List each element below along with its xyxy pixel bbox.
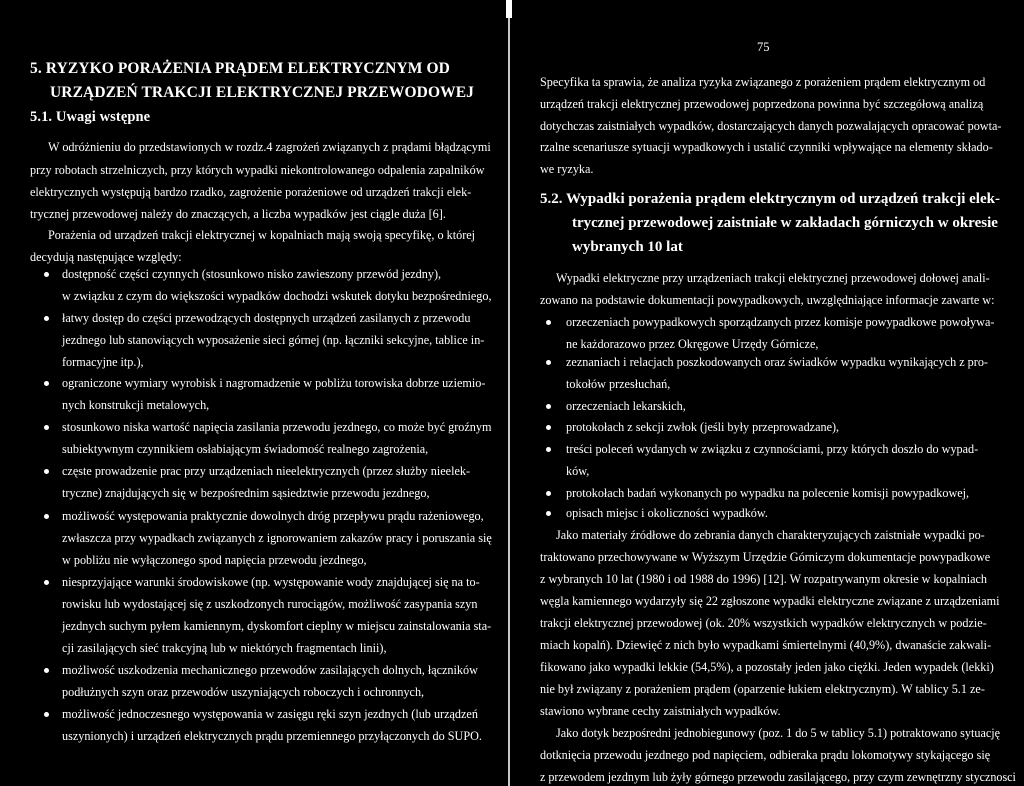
list-item: formacyjne itp.),: [62, 355, 144, 369]
section-heading-line-2: trycznej przewodowej zaistniałe w zakładach górniczych w okresie: [572, 215, 998, 231]
list-item: orzeczeniach powypadkowych sporządzanych przez komisje powypadkowe powoływa-: [566, 315, 995, 329]
list-item: cji zasilających sieć trakcyjną lub w niektórych fragmentach linii),: [62, 641, 387, 655]
list-item: treści poleceń wydanych w związku z czynnościami, przy których doszło do wypad-: [566, 442, 979, 456]
section-heading-line-1: 5.2. Wypadki porażenia prądem elektrycznym od urządzeń trakcji elek-: [540, 191, 1000, 207]
paragraph-line: nie był związany z porażeniem prądem (oparzenie łukiem elektrycznym). W tablicy 5.1 ze-: [540, 682, 985, 696]
list-item: opisach miejsc i okoliczności wypadków.: [566, 506, 768, 520]
list-item: podłużnych szyn oraz przewodów uszyniających roboczych i ochronnych,: [62, 685, 425, 699]
paragraph-line: trakcji elektrycznej przewodowej (ok. 20% wszystkich wypadków elektrycznych w podzie-: [540, 616, 987, 630]
bullet-icon: [44, 580, 49, 585]
paragraph-line: węgla kamiennego wydarzyły się 22 zgłoszone wypadki elektryczne związane z urządzeniami: [540, 594, 1000, 608]
list-item: nych konstrukcji metalowych,: [62, 398, 210, 412]
list-item: w związku z czym do większości wypadków dochodzi wskutek dotyku bezpośredniego,: [62, 289, 492, 303]
section-heading-line-3: wybranych 10 lat: [572, 239, 683, 255]
list-item: stosunkowo niska wartość napięcia zasilania przewodu jezdnego, co może być groźnym: [62, 420, 492, 434]
paragraph-line: fikowano jako wypadki lekkie (54,5%), a pozostały jeden jako ciężki. Jeden wypadek (lekki): [540, 660, 994, 674]
paragraph-line: miach kopalń). Dziewięć z nich było wypadkami śmiertelnymi (40,9%), dwanaście zakwali-: [540, 638, 992, 652]
bullet-icon: [546, 491, 551, 496]
paragraph-line: W odróżnieniu do przedstawionych w rozdz.4 zagrożeń związanych z prądami błądzącymi: [48, 140, 491, 154]
chapter-heading-line-1: 5. RYZYKO PORAŻENIA PRĄDEM ELEKTRYCZNYM OD: [30, 60, 450, 77]
list-item: możliwość występowania praktycznie dowolnych dróg przepływu prądu rażeniowego,: [62, 509, 484, 523]
bullet-icon: [546, 511, 551, 516]
bullet-icon: [546, 360, 551, 365]
bullet-icon: [44, 316, 49, 321]
page-number: 75: [757, 40, 770, 54]
chapter-heading-line-2: URZĄDZEŃ TRAKCJI ELEKTRYCZNEJ PRZEWODOWEJ: [50, 84, 474, 101]
list-item: subiektywnym czynnikiem osłabiającym świadomość realnego zagrożenia,: [62, 442, 429, 456]
paragraph-line: stawiono wybrane cechy zaistniałych wypadków.: [540, 704, 781, 718]
list-item: rowisku lub wydostającej się z uszkodzonych rurociągów, możliwość zasypania szyn: [62, 597, 478, 611]
paragraph-line: Specyfika ta sprawia, że analiza ryzyka związanego z porażeniem prądem elektrycznym od: [540, 75, 986, 89]
bullet-icon: [546, 404, 551, 409]
bullet-icon: [546, 447, 551, 452]
list-item: możliwość uszkodzenia mechanicznego przewodów zasilających dolnych, łączników: [62, 663, 478, 677]
list-item: możliwość jednoczesnego występowania w zasięgu ręki szyn jezdnych (lub urządzeń: [62, 707, 478, 721]
section-heading: 5.1. Uwagi wstępne: [30, 109, 151, 125]
list-item: protokołach z sekcji zwłok (jeśli były przeprowadzane),: [566, 420, 840, 434]
bullet-icon: [44, 425, 49, 430]
list-item: niesprzyjające warunki środowiskowe (np. występowanie wody znajdującej się na to-: [62, 575, 480, 589]
left-page: [0, 0, 505, 786]
list-item: ograniczone wymiary wyrobisk i nagromadzenie w pobliżu torowiska dobrze uziemio-: [62, 376, 486, 390]
list-item: ne każdorazowo przez Okręgowe Urzędy Górnicze,: [566, 337, 819, 351]
gutter-line: [508, 0, 510, 786]
list-item: łatwy dostęp do części przewodzących dostępnych urządzeń zasilanych z przewodu: [62, 311, 471, 325]
paragraph-line: trycznej przewodowej należy do znaczących, a liczba wypadków jest ciągle duża [6].: [30, 207, 446, 221]
bullet-icon: [546, 425, 551, 430]
bullet-icon: [44, 514, 49, 519]
paragraph-line: rzalne scenariusze sytuacji wypadkowych i ustalić czynniki wpływające na elementy składo-: [540, 140, 993, 154]
paragraph-line: we ryzyka.: [540, 162, 594, 176]
list-item: zeznaniach i relacjach poszkodowanych oraz świadków wypadku wynikających z pro-: [566, 355, 988, 369]
page-gutter: [505, 0, 514, 786]
paragraph-line: z przewodem jezdnym lub żyły górnego przewodu zasilającego, przy czym zewnętrzny stycznosci: [540, 770, 1016, 784]
bullet-icon: [44, 712, 49, 717]
list-item: ków,: [566, 464, 590, 478]
paragraph-line: przy robotach strzelniczych, przy których wypadki niekontrolowanego odpalenia zapalników: [30, 163, 485, 177]
bullet-icon: [546, 320, 551, 325]
list-item: dostępność części czynnych (stosunkowo nisko zawieszony przewód jezdny),: [62, 267, 442, 281]
list-item: uszynionych) i urządzeń elektrycznych prądu przemiennego przyłączonych do SUPO.: [62, 729, 482, 743]
list-item: tryczne) znajdujących się w bezpośrednim sąsiedztwie przewodu jezdnego,: [62, 486, 430, 500]
bullet-icon: [44, 469, 49, 474]
bullet-icon: [44, 272, 49, 277]
list-item: jezdnego lub stanowiących wyposażenie sieci górnej (np. łączniki sekcyjne, tablice in-: [62, 333, 485, 347]
list-item: jezdnych suchym pyłem kamiennym, dyskomfort cieplny w miejscu zainstalowania sta-: [62, 619, 492, 633]
paragraph-line: dotknięcia przewodu jezdnego pod napięciem, odbieraka prądu lokomotywy stykającego się: [540, 748, 991, 762]
paragraph-line: Wypadki elektryczne przy urządzeniach trakcji elektrycznej przewodowej dołowej anali-: [556, 271, 990, 285]
paragraph-line: elektrycznych występują bardzo rzadko, zagrożenie porażeniowe od urządzeń trakcji elek-: [30, 185, 472, 199]
paragraph-line: zowano na podstawie dokumentacji powypadkowych, uwzględniające informacje zawarte w:: [540, 293, 995, 307]
list-item: tokołów przesłuchań,: [566, 377, 671, 391]
paragraph-line: traktowano przechowywane w Wyższym Urzędzie Górniczym dokumentacje powypadkowe: [540, 550, 991, 564]
paragraph-line: Porażenia od urządzeń trakcji elektrycznej w kopalniach mają swoją specyfikę, o której: [48, 228, 476, 242]
paragraph-line: z wybranych 10 lat (1980 i od 1988 do 1996) [12]. W rozpatrywanym okresie w kopalniach: [540, 572, 987, 586]
bullet-icon: [44, 381, 49, 386]
paragraph-line: Jako materiały źródłowe do zebrania danych charakteryzujących zaistniałe wypadki po-: [556, 528, 985, 542]
list-item: częste prowadzenie prac przy urządzeniach nieelektrycznych (przez służby nieelek-: [62, 464, 471, 478]
bullet-icon: [44, 668, 49, 673]
list-item: protokołach badań wykonanych po wypadku na polecenie komisji powypadkowej,: [566, 486, 970, 500]
gutter-highlight: [506, 0, 512, 18]
paragraph-line: urządzeń trakcji elektrycznej przewodowej poprzedzona powinna być szczegółową analizą: [540, 97, 984, 111]
list-item: w pobliżu nie wyłączonego spod napięcia przewodu jezdnego,: [62, 553, 367, 567]
paragraph-line: Jako dotyk bezpośredni jednobiegunowy (poz. 1 do 5 w tablicy 5.1) potraktowano sytuację: [556, 726, 1001, 740]
list-item: orzeczeniach lekarskich,: [566, 399, 686, 413]
right-page: [514, 0, 1024, 786]
list-item: zwłaszcza przy wypadkach związanych z ignorowaniem zakazów pracy i poruszania się: [62, 531, 492, 545]
paragraph-line: dotychczas zaistniałych wypadków, dostarczających danych pozwalających opracować powta-: [540, 119, 1002, 133]
paragraph-line: decydują następujące względy:: [30, 250, 182, 264]
